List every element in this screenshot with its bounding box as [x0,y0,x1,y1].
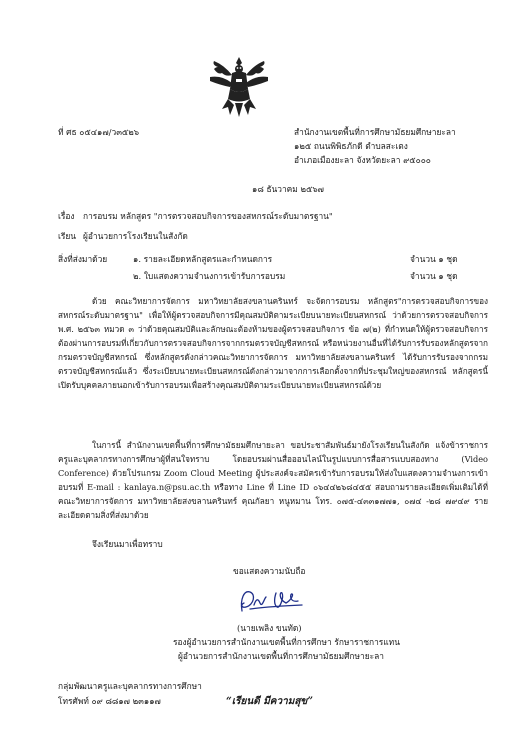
reference-number: ที่ ศธ ๐๕๔๑๗/ว๓๕๒๖ [58,127,140,137]
garuda-emblem-icon [206,55,272,119]
document-date: ๑๘ ธันวาคม ๒๕๖๗ [252,184,324,194]
regards-text: ขอแสดงความนับถือ [233,566,306,576]
handwritten-signature [236,585,306,615]
enclosure-qty-1: จำนวน ๑ ชุด [410,254,458,264]
phone-number: โทรศัพท์ ๐๙ ๘๘๑๗ ๒๓๑๑๗ [58,696,161,706]
office-address-line-2: อำเภอเมืองยะลา จังหวัดยะลา ๙๕๐๐๐ [294,155,431,165]
body-paragraph-2: ในการนี้ สำนักงานเขตพื้นที่การศึกษามัธยมศึกษายะลา ขอประชาสัมพันธ์มายังโรงเรียนในสังกัด แจ้งข้าราชการครูและบุคลากรทางการศึกษาผู้ที่สนใจทราบ โดยอบรมผ่านสื่อออนไลน์ในรูปแบบการสื่อสารแบบสองทาง (Video Conference) ด้วยโปรแกรม Zoom Cloud Meeting ผู้ประสงค์จะสมัครเข้ารับการอบรมให้ส่งใบแสดงความจำนงการเข้าอบรมที่ E-mail : kanlaya.n@psu.ac.th หรือทาง Line ที่ Line ID ๐๖๔๔๒๖๘๔๕๕ สอบถามรายละเอียดเพิ่มเติมได้ที่ คณะวิทยาการจัดการ มหาวิทยาลัยสงขลานครินทร์ คุณกัลยา หนูหมาน โทร. ๐๗๕-๔๓๓๑๗๗๑, ๐๗๔ -๒๘ ๗๙๔๙ รายละเอียดตามสิ่งที่ส่งมาด้วย [58,440,488,520]
office-name: สำนักงานเขตพื้นที่การศึกษามัธยมศึกษายะลา [294,127,456,137]
slogan: “เรียนดี มีความสุข” [226,696,314,707]
signer-title-line-2: ผู้อำนวยการสำนักงานเขตพื้นที่การศึกษามัธยมศึกษายะลา [178,651,384,661]
to-label: เรียน [58,231,76,241]
enclosure-label: สิ่งที่ส่งมาด้วย [58,254,108,264]
enclosure-qty-2: จำนวน ๑ ชุด [410,271,458,281]
closing-text: จึงเรียนมาเพื่อทราบ [92,539,163,549]
enclosure-item-2: ๒. ใบแสดงความจำนงการเข้ารับการอบรม [133,271,286,281]
department-name: กลุ่มพัฒนาครูและบุคลากรทางการศึกษา [58,681,202,691]
subject: การอบรม หลักสูตร "การตรวจสอบกิจการของสหกรณ์ระดับมาตรฐาน" [83,211,333,221]
body-paragraph-1: ด้วย คณะวิทยาการจัดการ มหาวิทยาลัยสงขลานครินทร์ จะจัดการอบรม หลักสูตร"การตรวจสอบกิจการของสหกรณ์ระดับมาตรฐาน" เพื่อให้ผู้ตรวจสอบกิจการมีคุณสมบัติตามระเบียบนายทะเบียนสหกรณ์ ว่าด้วยการตรวจสอบกิจการ พ.ศ. ๒๕๖๓ หมวด ๓ ว่าด้วยคุณสมบัติและลักษณะต้องห้ามของผู้ตรวจสอบกิจการ ข้อ ๗(๒) ที่กำหนดให้ผู้ตรวจสอบกิจการต้องผ่านการอบรมที่เกี่ยวกับการตรวจสอบกิจการจากกรมตรวจบัญชีสหกรณ์ หรือหน่วยงานอื่นที่ได้รับการรับรองหลักสูตรจากกรมตรวจบัญชีสหกรณ์ ซึ่งหลักสูตรดังกล่าวคณะวิทยาการจัดการ มหาวิทยาลัยสงขลานครินทร์ ได้รับการรับรองจากกรมตรวจบัญชีสหกรณ์แล้ว ซึ่งระเบียบนายทะเบียนสหกรณ์ดังกล่าวมาจากการเลือกตั้งจากที่ประชุมใหญ่ของสหกรณ์ หลักสูตรนี้เปิดรับบุคคลภายนอกเข้ารับการอบรมเพื่อสร้างคุณสมบัติตามระเบียบนายทะเบียนสหกรณ์ด้วย [58,296,488,390]
signer-title-line-1: รองผู้อำนวยการสำนักงานเขตพื้นที่การศึกษา รักษาราชการแทน [173,637,400,647]
enclosure-item-1: ๑. รายละเอียดหลักสูตรและกำหนดการ [133,254,273,264]
subject-label: เรื่อง [58,211,75,221]
office-address-line-1: ๑๒๕ ถนนพิพิธภักดี ตำบลสะเตง [294,141,408,151]
signer-name: (นายเพลิง ขนทัด) [237,623,302,633]
to-recipient: ผู้อำนวยการโรงเรียนในสังกัด [83,231,188,241]
